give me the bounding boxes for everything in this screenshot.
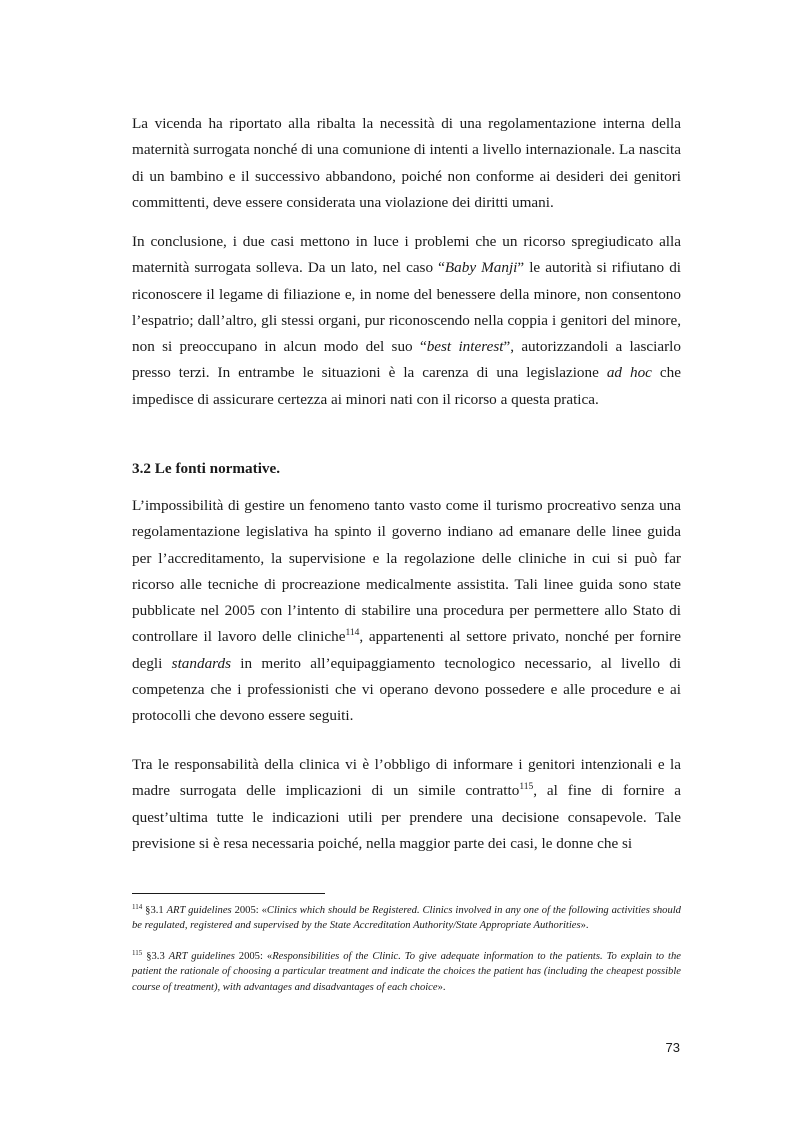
- footnote-number-114: 114: [132, 903, 143, 911]
- footnote-ref-114[interactable]: 114: [345, 628, 360, 639]
- page-number: 73: [665, 1040, 680, 1055]
- paragraph-3-text-d: in merito all’equipaggiamento tecnologico necessario, al livello di competenza che i professionisti che vi operano devono possedere e alle procedure e ai protocolli che devono essere seguiti.: [132, 654, 682, 725]
- paragraph-4-text-b: , al fine di fornire a quest’ultima tutte le indicazioni utili per prendere una decisione consapevole. Tale previsione si è resa necessaria poiché, nella maggior parte dei casi, le donne che si: [132, 782, 681, 852]
- footnote-114-text-e: ».: [580, 920, 589, 932]
- footnote-115: [132, 949, 681, 995]
- footnote-114-quote: Clinics which should be Registered. Clinics involved in any one of the following activities should be regulated, registered and supervised by the State Accreditation Authority/State Appropriate Authorities: [132, 905, 681, 932]
- footnote-115-quote: Responsibilities of the Clinic. To give adequate information to the patients. To explain to the patient the rationale of choosing a particular treatment and indicate the choices the patient has (including the cheapest possible course of treatment), with advantages and disadvantages of each choice: [132, 951, 681, 993]
- footnote-115-text-a: §3.3: [142, 951, 169, 962]
- paragraph-4: [132, 752, 681, 857]
- paragraph-1-text: La vicenda ha riportato alla ribalta la necessità di una regolamentazione interna della maternità surrogata nonché di una comunione di intenti a livello internazionale. La nascita di un bambino e il successivo abbandono, poiché non conforme ai desideri dei genitori committenti, deve essere considerata una violazione dei diritti umani.: [132, 115, 681, 211]
- footnote-114: [132, 903, 681, 934]
- paragraph-2-text-c: ” le autorità si rifiutano di riconoscere il legame di filiazione e, in nome del benessere della minore, non consentono l’espatrio; dall’altro, gli stessi organi, pur riconoscendo nella coppia i genitori del minore, non si preoccupano in alcun modo del suo “: [132, 259, 682, 356]
- paragraph-2-text-a: In conclusione, i due casi mettono in luce i problemi che un ricorso spregiudicato alla maternità surrogata solleva. Da un lato, nel caso “: [132, 233, 681, 277]
- footnote-115-text-c: 2005: «: [234, 951, 273, 962]
- italic-standards: standards: [171, 654, 232, 672]
- paragraph-4-text-a: Tra le responsabilità della clinica vi è l’obbligo di informare i genitori intenzionali e la madre surrogata delle implicazioni di un simile contratto: [132, 756, 681, 800]
- footnote-ref-115[interactable]: 115: [519, 782, 534, 793]
- footnote-115-text-e: ».: [437, 981, 446, 993]
- footnote-114-text-a: §3.1: [142, 905, 167, 916]
- paragraph-3-text-b: , appartenenti al settore privato, nonché per fornire degli: [132, 628, 681, 672]
- italic-ad-hoc: ad hoc: [606, 364, 652, 382]
- footnote-number-115: 115: [132, 949, 143, 957]
- footnote-114-italic-title: ART guidelines: [166, 905, 232, 916]
- section-heading: 3.2 Le fonti normative.: [132, 460, 281, 477]
- italic-baby-manji: Baby Manji: [444, 259, 518, 277]
- paragraph-3-text-a: L’impossibilità di gestire un fenomeno tanto vasto come il turismo procreativo senza una regolamentazione legislativa ha spinto il governo indiano ad emanare delle linee guida per l’accreditamento, la supervisione e la regolazione delle cliniche in cui si può far ricorso alle tecniche di procreazione medicalmente assistita. Tali linee guida sono state pubblicate nel 2005 con l’intento di stabilire una procedura per permettere allo Stato di controllare il lavoro delle cliniche: [132, 497, 681, 646]
- footnote-114-text-c: 2005: «: [231, 905, 267, 916]
- paragraph-2-text-e: ”, autorizzandoli a lasciarlo presso terzi. In entrambe le situazioni è la carenza di una legislazione: [132, 338, 681, 382]
- italic-best-interest: best interest: [426, 338, 504, 356]
- paragraph-2: [132, 229, 681, 413]
- paragraph-1: [132, 111, 681, 216]
- paragraph-3: [132, 493, 681, 730]
- paragraph-2-text-g: che impedisce di assicurare certezza ai minori nati con il ricorso a questa pratica.: [132, 364, 681, 408]
- footnote-115-italic-title: ART guidelines: [168, 951, 235, 962]
- footnote-divider: [132, 893, 325, 894]
